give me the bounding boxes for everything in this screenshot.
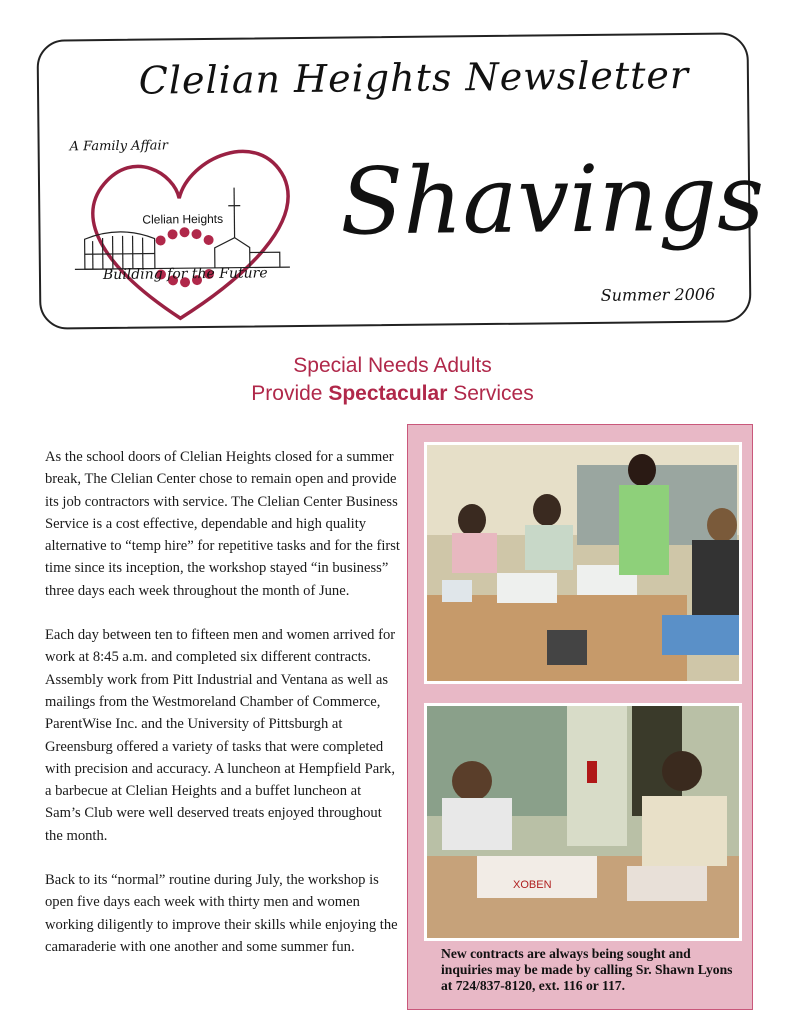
headline-emphasis: Spectacular	[328, 382, 448, 405]
paragraph: Each day between ten to fifteen men and women arrived for work at 8:45 a.m. and completed six different contracts. Assembly work from Pitt Industrial and Ventana as well as mailings from the Westmoreland Chamber of Commerce, ParentWise Inc. and the University of Pittsburgh at Greensburg offered a variety of tasks that were completed with precision and accuracy. A luncheon at Hempfield Park, a barbecue at Clelian Heights and a buffet luncheon at Sam’s Club were well deserved treats enjoyed throughout the month.	[45, 627, 396, 844]
photo-box-label: XOBEN	[513, 879, 552, 891]
headline-line-2	[0, 380, 785, 408]
workshop-photo-2-image	[427, 706, 739, 938]
workshop-photo-1	[424, 442, 742, 684]
article-headline	[0, 352, 785, 408]
masthead	[37, 32, 765, 329]
clelian-heights-logo	[63, 127, 295, 329]
sidebar-caption: New contracts are always being sought and inquiries may be made by calling Sr. Shawn Lyons at 724/837-8120, ext. 116 or 117.	[441, 946, 733, 993]
headline-line-1: Special Needs Adults	[293, 354, 492, 377]
logo-tagline-top: A Family Affair	[69, 138, 168, 155]
logo-name: Clelian Heights	[142, 211, 224, 227]
issue-date: Summer 2006	[600, 284, 716, 305]
newsletter-title: Clelian Heights Newsletter	[138, 52, 690, 103]
photo-sidebar	[407, 424, 753, 1010]
article-body	[45, 446, 400, 980]
headline-line-2-post: Services	[447, 382, 534, 405]
logo-tagline-bottom: Building for the Future	[102, 265, 268, 284]
headline-line-2-pre: Provide	[251, 382, 329, 405]
workshop-photo-2	[424, 703, 742, 941]
paragraph: Back to its “normal” routine during July, the workshop is open five days each week with thirty men and women working diligently to improve their skills while enjoying the camaraderie with one another and some summer fun.	[45, 872, 398, 955]
workshop-photo-1-image	[427, 445, 739, 681]
publication-name: Shavings	[339, 144, 765, 256]
paragraph: As the school doors of Clelian Heights closed for a summer break, The Clelian Center chose to remain open and provide its job contractors with service. The Clelian Center Business Service is a cost effective, dependable and high quality alternative to “temp hire” for repetitive tasks and for the first time since its inception, the workshop stayed “in business” three days each week throughout the month of June.	[45, 449, 400, 599]
